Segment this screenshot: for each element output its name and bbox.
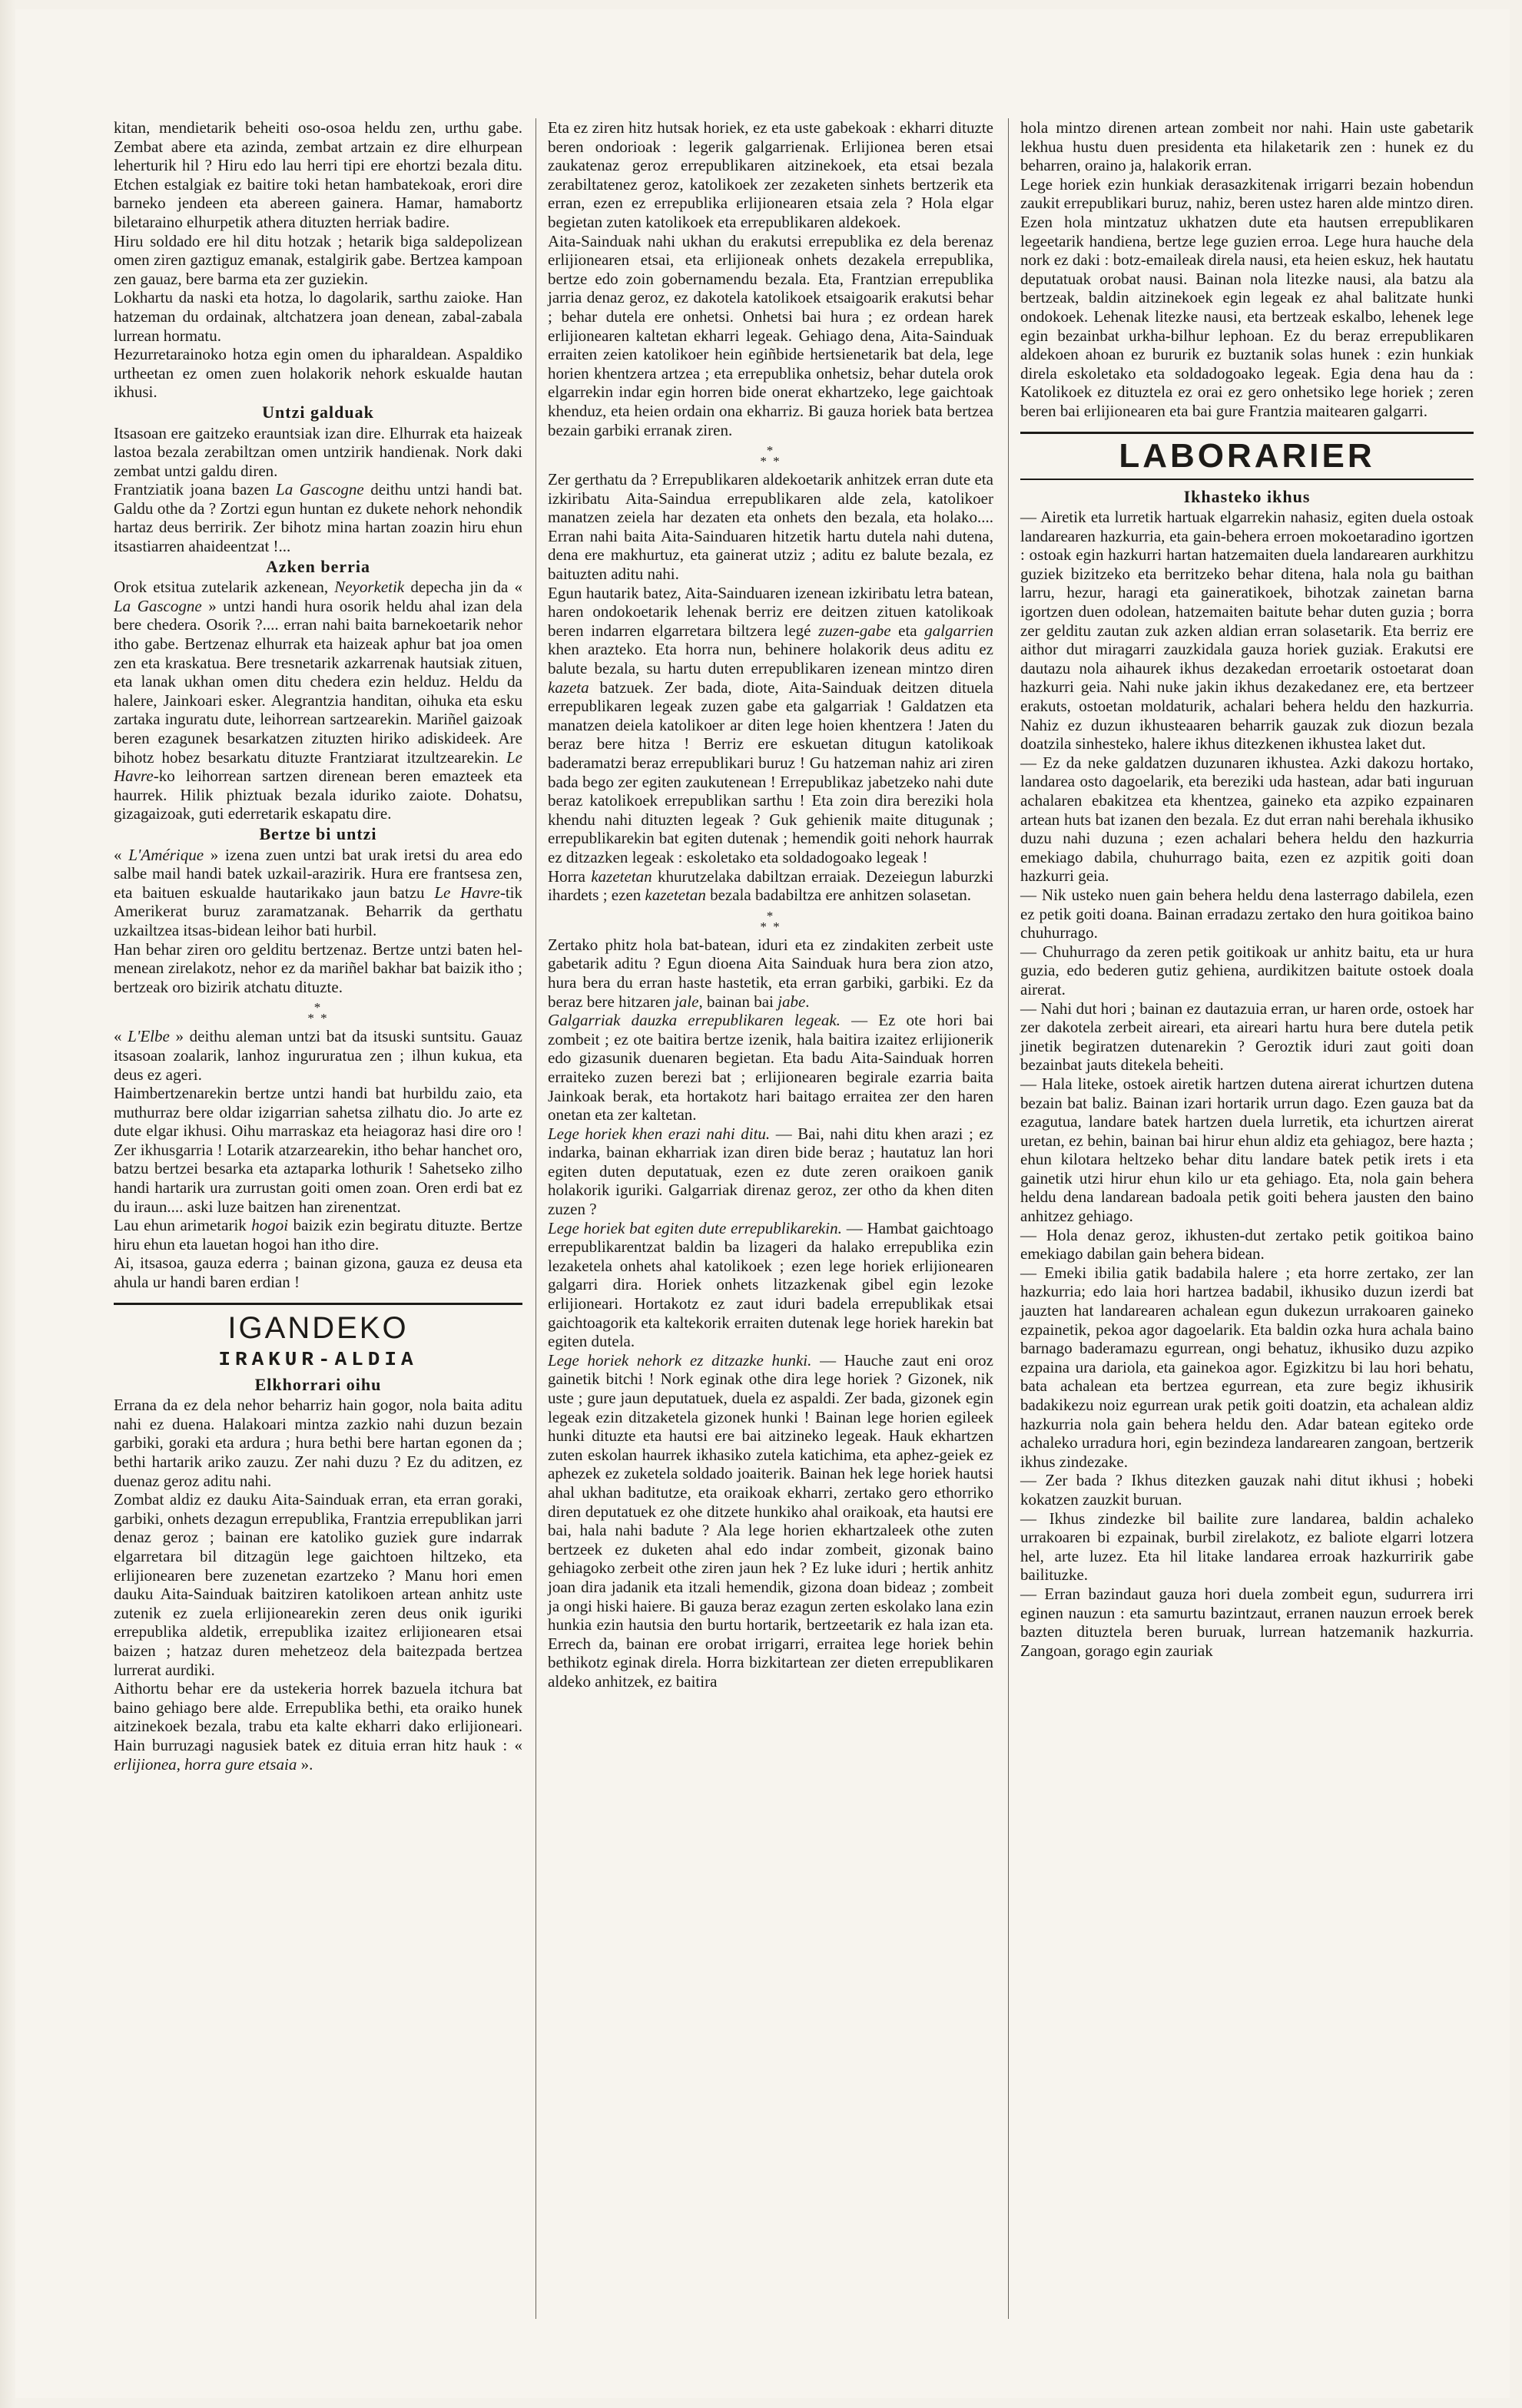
paragraph: « L'Amérique » izena zuen untzi bat urak iretsi du area edo salbe mail handi batek uzkail-arazirik. Hura ere frantsesa zen, eta baituen eskualde hautarikako jaun batzu Le Havre-tik Amerikerat buruz zaramatzanak. Beharrik da gerthatu uzkailtzea itsas-bidean leihor bati hurbil. <box>114 845 523 939</box>
paragraph: Orok etsitua zutelarik azkenean, Neyorketik depecha jin da « La Gascogne » untzi handi hura osorik heldu ahal izan dela bere chedera. Osorik ?.... erran nahi baita barnekoetarik nehor itho gabe. Bertzenaz elhurrak eta haizeak aphur bat joa omen zen eta kraskatua. Bere tresnetarik azkarrenak hautsiak zituen, eta lanak ukhan omen ditu chedera ezin helduz. Heldu da halere, Jainkoari esker. Alegrantzia handitan, oihuka eta esku zartaka inguratu dute, leihorrean sartzearekin. Mariñel gaizoak beren ezagunek besarkatzen zituzten hiriko adiskideek. Are bihotz hobez besarkatu dituzte Frantziarat itzultzearekin. Le Havre-ko leihorrean sartzen direnean beren emazteek eta haurrek. Hilik phiztuak bezala iduriko zaiote. Dohatsu, gizagaizoak, guti ederretarik eskapatu dire. <box>114 578 522 823</box>
paragraph: — Erran bazindaut gauza hori duela zombeit egun, sudurrera irri eginen nauzun : eta samurtu bazintzaut, erranen nauzun erroek berek bazten dituztela beren buruak, lurrean hatzemanik hazkurria. Zangoan, gorago egin zauriak <box>1020 1584 1474 1660</box>
paragraph: kitan, mendietarik beheiti oso-osoa heldu zen, urthu gabe. Zembat abere eta azinda, zembat artzain ez dire elhurpean leherturik hil ? Hiru edo lau herri tipi ere ehortzi bezala ditu. Etchen estalgiak ez baitire toki hetan hambatekoak, erori dire barneko jendeen eta abereen gainera. Hamar, hamabortz biletaraino elhurpetik athera dituzten herriak badire. <box>114 118 522 231</box>
paragraph: — Hola denaz geroz, ikhusten-dut zertako petik goitikoa baino emekiago dabilan gain behera bidean. <box>1020 1225 1474 1264</box>
paragraph: — Emeki ibilia gatik badabila halere ; eta horre zertako, zer lan hazkurria; edo laia hori hartzea badabil, ikhusiko duzun izerdi bat jauzten hat landarearen achalean egun dukezun urrakoaren gaineko ezpainetik, pekoa agor dagoelarik. Eta baldin ozka hura achala baino barnago baderamazu egurrean, ongi behatuz, ikhusiko duzu azpiko ezpaina ura dariola, eta gainekoa agor. Egizkitzu bi lau hori behatu, bata achalean eta bertzea egurrean, eta zure begiz ikhusirik badakikezu noiz egurrean urak petik goiti doatzin, eta achalean aldiz hazkurria nola gain behera heldu den. Adar batean egiteko orde achaleko urradura hori, egin bezindeza landarearen zangoan, bertzerik ikhus zindezake. <box>1020 1263 1474 1471</box>
paragraph: — Airetik eta lurretik hartuak elgarrekin nahasiz, egiten duela ostoak landarearen hazkurria, eta gain-behera erroen mokoetaradino igortzen : ostoak egin hazkurri hartan hatzemaiten duela landarearen aurkhitzu guziek bizitzeko eta berritzeko behar ditena, hala nola gu baithan larru, hezur, haragi eta gaineratikoek, bihotzak zainetan barna igortzen duen odolean, hatzemaiten baitute behar duten guzia ; borra zer gelditu zautan zuk azken aldian erran solasetarik. Eta berriz ere aithor dut miragarri zauzkidala gauza horiek guziak. Erakutsi ere dautazu nola aihaurek ikhus dezakedan erroetarik ostoetarat doan hazkurri geia. Nahi nuke jakin ikhus dezakedanez ere, eta bertzeer erakuts, ostoetan moldaturik, achalari behera heldu den hazkurria. Nahiz ez duzun ikhusteaaren beharrik gauzak zuk diozun bezala doatzila sinhesteko, halere ikhus ditezkenen ikhustea laket dut. <box>1020 508 1474 754</box>
divider <box>1020 479 1474 480</box>
paragraph: Eta ez ziren hitz hutsak horiek, ez eta uste gabekoak : ekharri dituzte beren ondorioak : legerik galgarrienak. Erlijionea beren etsai zaukatenaz geroz errepublikaren aitzinekoek, eta etsai bezala zerabiltatenez geroz, katolikoek zer zezaketen sinhets bertzerik eta erran, ezen ez errepublika erlijionearen etsaia zela ? Hola elgar begietan zuten katolikoek eta errepublikaren aldekoek. <box>548 118 993 231</box>
paragraph: Lege horiek ezin hunkiak derasazkitenak irrigarri bezain hobendun zaukit errepublikari buruz, nahiz, beren ustez haren alde mintzo diren. Ezen hola mintzatuz ukhatzen dute eta hautsen errepublikaren legeetarik handiena, bertze lege guzien erroa. Lege hura hauche dela nork ez daki : botz-emaileak direla nausi, eta heien eskuz, hek hautatu deputatuak orobat nausi. Bainan nola litezke nausi, ala batzu ala bertzeak, baldin aitzinekoek egin legeak ez ahal balitzate hunki ondokoek. Lehenak litezke nausi, eta bertzeak eskalbo, lehenek lege egin bezainbat urkha-bilhur lephoan. Ez du beraz errepublikaren aldekoen ahoan ez bururik ez buztanik solas hunek : ezin hunkiak direla eskoletako eta soldadogoako legeak. Egia dena hau da : Katolikoek ez dituztela ez orai ez gero onhetsiko lege horiek ; zeren beren bai erlijionearen eta bai gure Frantzia maitearen galgarri. <box>1020 174 1474 420</box>
paragraph: Horra kazetetan khurutzelaka dabiltzan erraiak. Dezeiegun laburzki ihardets ; ezen kazetetan bezala badabiltza ere anhitzen solasetan. <box>548 866 993 905</box>
paragraph: Lege horiek bat egiten dute errepublikarekin. — Hambat gaichtoago errepublikarentzat baldin ba lizageri da halako errepublika ezin lezaketela onhets ahal katolikoek ; ezen lege horiek erlijionearen galgarri dira. Horiek onhets litzazkenak gibel egin lezoke erlijioneari. Hortakotz ez zaut iduri badela errepublikak etsai gaichtoagorik eta kaltekorik erraiten dutenak lege horiek harekin bat egiten dutela. <box>548 1218 993 1351</box>
column-middle <box>548 118 993 1691</box>
paragraph: — Nahi dut hori ; bainan ez dautazuia erran, ur haren orde, ostoek har zer dakotela zerbeit aireari, eta aireari hartu hura bere dutela petik jinetik begiratzen dutenarekin ? Geroztik iduri zaut goiti doan bezainbat jauts ditekela beheiti. <box>1020 999 1474 1075</box>
page-left-edge <box>0 0 15 2408</box>
paragraph: hola mintzo direnen artean zombeit nor nahi. Hain uste gabetarik lekhua hustu duen presidenta eta hilaketarik zen : hunek ez du beharren, oraino ja, halakorik erran. <box>1020 118 1474 175</box>
separator-asterisks: * * * <box>760 908 781 934</box>
section-heading: Untzi galduak <box>262 402 374 422</box>
paragraph: Frantziatik joana bazen La Gascogne deithu untzi handi bat. Galdu othe da ? Zortzi egun huntan ez dukete nehork nehondik hartaz deus berririk. Zer bihotz mina hartan zoazin hiru ehun itsastiarren ahaideentzat !... <box>114 480 522 556</box>
paragraph: « L'Elbe » deithu aleman untzi bat da itsuski suntsitu. Gauaz itsasoan zoalarik, lanhoz ingururatua zen ; ilhun kukua, eta deus ez ageri. <box>114 1027 522 1084</box>
column-rule <box>1008 118 1009 2319</box>
paragraph: Hezurretarainoko hotza egin omen du ipharaldean. Aspaldiko urtheetan ez omen zuen holakorik nehork eskualde hautan ikhusi. <box>114 345 522 402</box>
paragraph: Haimbertzenarekin bertze untzi handi bat hurbildu zaio, eta muthurraz bere oldar izigarrian sahetsa zilhatu dio. Jo arte ez dute elgar ikhusi. Oihu marraskaz eta heiagoraz hasi dire oro ! Zer ikhusgarria ! Lotarik atzarzearekin, itho behar hanchet oro, batzu bertzei besarka eta aztaparka lothurik ! Sahetseko zilho handi hartarik ura zurrustan goiti omen zoan. Oren erdi bat ez du iraun.... aski luze baitzen han zirenentzat. <box>114 1084 522 1216</box>
paragraph: Ai, itsasoa, gauza ederra ; bainan gizona, gauza ez deusa eta ahula ur handi baren erdian ! <box>114 1254 522 1292</box>
paragraph: Lau ehun arimetarik hogoi baizik ezin begiratu dituzte. Bertze hiru ehun eta lauetan hogoi han itho dire. <box>114 1216 522 1254</box>
separator-asterisks: * * * <box>760 443 781 469</box>
section-heading: Azken berria <box>265 556 371 576</box>
paragraph: — Nik usteko nuen gain behera heldu dena lasterrago dabilela, ezen ez petik goiti doana. Bainan erradazu zertako den hura goitikoa baino chuhurrago. <box>1020 885 1474 942</box>
section-heading: Ikhasteko ikhus <box>1183 486 1311 506</box>
divider <box>114 1303 522 1305</box>
paragraph: Errana da ez dela nehor beharriz hain gogor, nola baita aditu nahi ez duena. Halakoari mintza zazkio nahi duzun bezain garbiki, goraki eta ardura ; hura bethi bere hartan egonen da ; bethi hartarik ariko zauzu. Zer nahi duzu ? Ez du aditzen, ez duenaz geroz aditu nahi. <box>114 1396 522 1490</box>
paragraph: Lokhartu da naski eta hotza, lo dagolarik, sarthu zaioke. Han hatzeman du ordainak, altchatzera joan denean, zabal-zabala lurrean hormatu. <box>114 288 522 345</box>
section-masthead: IGANDEKO <box>227 1310 409 1345</box>
paragraph: Egun hautarik batez, Aita-Sainduaren izenean izkiribatu letra batean, haren ondokoetarik lehenak berriz ere deitzen zituen katolikoak beren indarren elgarretara biltzera legé zuzen-gabe eta galgarrien khen arazteko. Eta horra nun, behinere holakorik deus aditu ez balute bezala, su hartu duten errepublikaren izenean mintzo diren kazeta batzuek. Zer bada, diote, Aita-Sainduak deitzen dituela errepublikaren legeak zuzen gabe eta galgarriak ! Galdatzen eta manatzen deiela katolikoer ar diten lege hoien khentzera ! Jaten du beraz bere hitza ! Berriz ere eskuetan ditugun katolikoak baderamatzi beraz errepublikari buruz ! Gu hatzeman nahiz ari ziren bada bego zer egiten zaukutenean ! Errepublikaz jabetzeko nahi dute beraz katolikoek errepublikan sarthu ! Eta zoin dira bereziki hola khendu nahi dituzten legeak ? Guk gehienik maite ditugunak ; errepublikarekin bat egiten dutenak ; hemendik goiti nehork haurrak ez ditzazken legeak : eskoletako eta soldadogoako legeak ! <box>548 583 993 866</box>
paragraph: Lege horiek nehork ez ditzazke hunki. — Hauche zaut eni oroz gainetik bitchi ! Nork eginak othe dira lege horiek ? Gizonek, nik uste ; gure jaun deputatuek, duela ez aspaldi. Zer bada, gizonek egin legeak ezin ditzaketela gizonek hunki ! Bainan lege horien egileek hunki dituzte eta hautsi ere bai aitzineko legeak. Hauk ekhartzen zuten eskolan haurrek ikhasiko zutela katichima, eta aphez-geiek ez aphezek ez zuketela soldado joaiterik. Bainan hek lege horiek hautsi ahal ukhan baditutze, eta oraikoak ekharri, zertako gero ethorriko diren deputatuek ez ohe ditzete hunkiko ahal oraikoak, eta hautsi ere bai, hala nahi badute ? Ala lege horien ekhartzaleek othe zuten bertzeek ez duketen ahal edo indar zombeit, gizonak baino gehiagoko zerbeit othe ziren jaun hek ? Ez luke iduri ; hertik anhitz joan dira jadanik eta itzali hemendik, gizona doan bideaz ; zombeit ja ongi hiski haiere. Bi gauza beraz ezagun zerten eskolako lana ezin hunkia ezin hautsia den burtu hortarik, bertzeetarik ez hala izan eta. Errech da, bainan ere orobat irrigarri, erraitea lege horiek behin bethikotz eginak direla. Horra bizkitartean zer dieten errepublikaren aldeko anhitzek, ez baitira <box>548 1350 994 1691</box>
column-left <box>114 118 522 1774</box>
paragraph: Aita-Sainduak nahi ukhan du erakutsi errepublika ez dela berenaz erlijionearen etsai, eta erlijioneak onhets dezakela errepublika, bertze edo zoin gobernamendu bezala. Eta, Frantzian errepublika jarria denaz geroz, ez dakotela katolikoek etsaigoarik erakutsi behar ; behar dutela ere onhetsi. Onhetsi bai hura ; ez ordean harek erlijionearen kaltetan ekharri legeak. Gehiago dena, Aita-Sainduak erraiten zeien katolikoer hein egiñbide hertsienetarik bat dela, lege horien khentzera artzea ; eta errepublika onhetsiz, behar dutela orok elgarrekin indar egin horren bide onerat ekhartzeko, lege gaichtoak khenduz, eta heien ordain ona ekharriz. Bi gauza horiek bata bertzea bezain garbiki erranak ziren. <box>548 231 993 439</box>
paragraph: Lege horiek khen erazi nahi ditu. — Bai, nahi ditu khen arazi ; ez indarka, bainan ekharriak izan diren bide beraz ; hautatuz lan hori egiten duten deputatuak, ezen ez dute zeren oraikoen ganik holakorik iguriki. Galgarriak direnaz geroz, zer otho da khen diten zuzen ? <box>548 1124 993 1219</box>
section-subhead: IRAKUR-ALDIA <box>218 1347 418 1371</box>
paragraph: Itsasoan ere gaitzeko erauntsiak izan dire. Elhurrak eta haizeak lastoa bezala zerabiltzan omen untzirik handienak. Nork daki zembat untzi galdu diren. <box>114 423 522 480</box>
paragraph: Zer gerthatu da ? Errepublikaren aldekoetarik anhitzek erran dute eta izkiribatu Aita-Saindua errepublikaren alde zela, katolikoer manatzen zeiela har dezaten eta onhets den bezala, eta holako.... Erran nahi baita Aita-Sainduaren hitzetik hartu dutela nahi dutena, dena ere makhurtuz, eta gainerat utziz ; aditu ez balute bezala, ez baituzten aditu nahi. <box>548 470 993 584</box>
paragraph: Aithortu behar ere da ustekeria horrek bazuela itchura bat baino gehiago bere alde. Errepublika bethi, eta oraiko hunek aitzinekoek bezala, trabu eta kalte ekharri dako erlijioneari. Hain burruzagi nagusiek batek ez dituia erran hitz hauk : « erlijionea, horra gure etsaia ». <box>114 1679 522 1774</box>
section-heading: Elkhorrari oihu <box>254 1374 382 1394</box>
paragraph: — Chuhurrago da zeren petik goitikoak ur anhitz baitu, eta ur hura guzia, edo bederen gutiz gehiena, aurdikitzen baitute ostoek doala airerat. <box>1020 942 1474 999</box>
paragraph: Han behar ziren oro gelditu bertzenaz. Bertze untzi baten hel-menean zirelakotz, nehor ez da mariñel bakhar bat baizik itho ; bertzeak oro bizirik atchatu dituzte. <box>114 939 522 996</box>
paragraph: — Ez da neke galdatzen duzunaren ikhustea. Azki dakozu hortako, landarea osto dagoelarik, eta bereziki uda hastean, adar bati inguruan achalaren ebakitzea eta khentzea, gaineko eta azpiko ezpainaren artean huts bat izanen den bezala. Ez dut erran nahi berehala ikhusiko duzu nahi duzuna ; ezen achalari behera heldu den hazkurria emekiago dabila, chuhurrago baita, ezen ez azpitik goiti doan hazkurri geia. <box>1020 753 1474 886</box>
column-right <box>1020 118 1474 1660</box>
divider <box>1020 432 1474 434</box>
paragraph: Hiru soldado ere hil ditu hotzak ; hetarik biga saldepolizean omen ziren gaztiguz emanak, estalgirik gabe. Bertzea kampoan zen gauaz, bere barma eta zer guziekin. <box>114 231 522 288</box>
paragraph: — Hala liteke, ostoek airetik hartzen dutena airerat ichurtzen dutena bezain bat baliz. Bainan izari hortarik urrun dago. Ezen gauza bat da ezagutua, landare batek hartzen duela lurretik, eta ichurtzen airerat uretan, ez behin, bainan bai hirur ehun aldiz eta gehiagoz, bere hazta ; ehun kilotara heltzeko behar ditu landare batek petik irets i eta gainetik utzi hirur ehun kilo ur eta gehiago. Eta, nola gain behera heldu dena landarean badoala petik goiti behera jausten den baino anhitzez gehiago. <box>1020 1074 1474 1226</box>
separator-asterisks: * * * <box>307 1000 329 1026</box>
section-heading: Bertze bi untzi <box>259 823 377 843</box>
paragraph: — Zer bada ? Ikhus ditezken gauzak nahi ditut ikhusi ; hobeki kokatzen zauzkit buruan. <box>1020 1471 1474 1509</box>
paragraph: — Ikhus zindezke bil bailite zure landarea, baldin achaleko urrakoaren bi ezpainak, burbil zirelakotz, ez baliote elgarri lotzera hel, arte luzez. Eta hil litake landarea erroak hazkurririk gabe bailituzke. <box>1020 1509 1474 1585</box>
paragraph: Zombat aldiz ez dauku Aita-Sainduak erran, eta erran goraki, garbiki, onhets dezagun errepublika, Frantzia errepublikan jarri denaz geroz ; bainan ere katoliko guziek gure indarrak elgarretara bil ditzagün lege gaichtoen hiltzeko, eta erlijionearen bere zuzenetan ezartzeko ? Manu hori emen dauku Aita-Sainduak baitziren katolikoen artean anhitz uste zutenik ez zuela erlijionearekin zeren deus onik iguriki errepublika aldetik, errepublika izaitez erlijionearen etsai baizen ; hatzaz duren mehetzeoz dela baitezpada bertzea lurrerat aurdiki. <box>114 1490 522 1679</box>
paragraph: Zertako phitz hola bat-batean, iduri eta ez zindakiten zerbeit uste gabetarik aditu ? Egun dioena Aita Sainduak hura bera zion atzo, hura bera du erran haste hastetik, eta erran garbiki, garbiki. Ez da beraz bere hitzaren jale, bainan bai jabe. <box>548 935 993 1011</box>
section-masthead: LABORARIER <box>1119 436 1375 475</box>
paragraph: Galgarriak dauzka errepublikaren legeak. — Ez ote hori bai zombeit ; ez ote baitira bertze izenik, hala baitira izaitez erlijionerik edo gizasunik duenaren begietan. Eta badu Aita-Sainduak horren erraiteko zuzen berezi bat ; erlijionearen begirale ezarria baita Jainkoak berak, eta hortakotz hari baitago erraitea zer den haren onetan eta zer kaltetan. <box>548 1011 993 1125</box>
